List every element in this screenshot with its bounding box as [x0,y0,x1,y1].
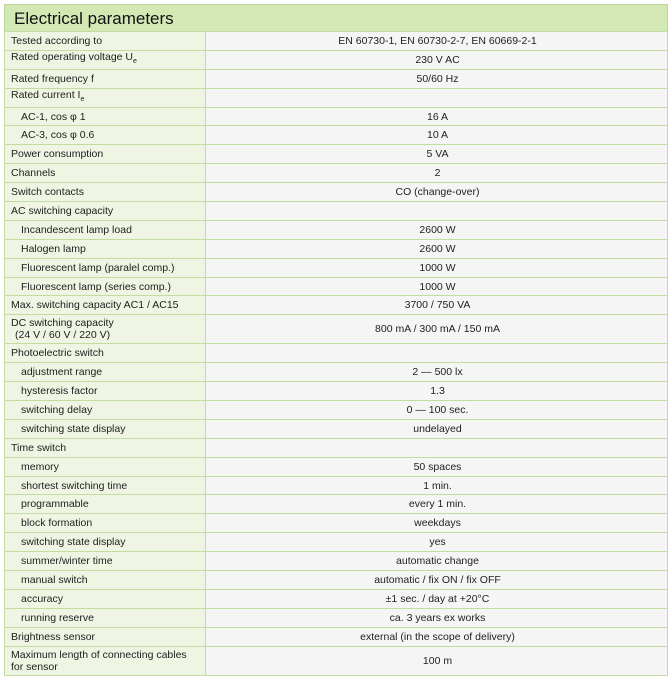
parameter-value: 1 min. [206,476,668,495]
parameter-value: automatic change [206,552,668,571]
table-row [5,164,668,183]
parameter-text: AC-3, cos φ 0.6 [21,129,95,142]
parameter-text: memory [21,460,59,473]
parameter-value: 1000 W [206,277,668,296]
parameter-value: 1.3 [206,382,668,401]
parameter-label [5,50,206,69]
parameter-value: 0 — 100 sec. [206,401,668,420]
parameter-label [5,589,206,608]
parameter-value: 1000 W [206,258,668,277]
parameter-value [206,344,668,363]
parameter-value: weekdays [206,514,668,533]
parameter-value: 230 V AC [206,50,668,69]
parameter-label [5,183,206,202]
table-row [5,202,668,221]
parameter-text: accuracy [21,592,64,605]
parameter-text: programmable [21,498,89,511]
parameter-label [5,126,206,145]
parameter-text: switching state display [21,536,126,549]
parameter-value: 10 A [206,126,668,145]
parameter-label [5,220,206,239]
parameter-text: Incandescent lamp load [21,223,132,236]
table-row [5,363,668,382]
parameter-label [5,401,206,420]
parameter-label [5,315,206,344]
table-row [5,627,668,646]
parameter-value: automatic / fix ON / fix OFF [206,571,668,590]
section-title: Electrical parameters [4,4,668,31]
table-row [5,315,668,344]
parameter-label [5,382,206,401]
parameter-label [5,608,206,627]
parameter-text: Brightness sensor [11,630,96,643]
table-row [5,277,668,296]
parameter-value: yes [206,533,668,552]
table-row [5,107,668,126]
parameter-value: CO (change-over) [206,183,668,202]
parameter-text: Time switch [11,441,67,454]
parameter-text: AC switching capacity [11,204,114,217]
table-row [5,401,668,420]
table-row [5,514,668,533]
parameter-value: 16 A [206,107,668,126]
parameter-label [5,277,206,296]
parameter-text: Halogen lamp [21,242,86,255]
parameter-value: ca. 3 years ex works [206,608,668,627]
parameter-value: EN 60730-1, EN 60730-2-7, EN 60669-2-1 [206,32,668,51]
parameter-text: Tested according to [11,34,103,47]
table-row [5,258,668,277]
table-row [5,382,668,401]
parameter-label [5,646,206,675]
table-row [5,552,668,571]
parameter-value: every 1 min. [206,495,668,514]
table-row [5,646,668,675]
table-row [5,50,668,69]
parameter-text: DC switching capacity [11,317,114,330]
parameter-value [206,438,668,457]
parameter-label [5,419,206,438]
parameter-label [5,296,206,315]
parameter-text: Fluorescent lamp (series comp.) [21,280,171,293]
parameter-label [5,627,206,646]
table-row [5,239,668,258]
table-row [5,69,668,88]
parameter-text: running reserve [21,611,94,624]
parameter-label [5,457,206,476]
parameter-label [5,514,206,533]
table-row [5,457,668,476]
parameter-text: Rated current I [11,89,81,102]
parameter-label [5,344,206,363]
parameter-label [5,363,206,382]
parameter-value: ±1 sec. / day at +20°C [206,589,668,608]
parameter-text: Maximum length of connecting cables [11,648,187,661]
parameter-subscript: e [80,96,85,104]
table-row [5,495,668,514]
parameter-text: Photoelectric switch [11,347,104,360]
parameter-text: Rated operating voltage U [11,51,133,64]
parameter-text: hysteresis factor [21,385,98,398]
parameter-label [5,258,206,277]
parameter-label [5,164,206,183]
table-row [5,88,668,107]
parameter-label [5,476,206,495]
parameter-label [5,495,206,514]
parameter-value: undelayed [206,419,668,438]
table-row [5,32,668,51]
parameter-text: summer/winter time [21,555,113,568]
parameter-text: Fluorescent lamp (paralel comp.) [21,261,175,274]
parameter-value: 2600 W [206,220,668,239]
parameter-text: Power consumption [11,148,104,161]
parameter-value: 800 mA / 300 mA / 150 mA [206,315,668,344]
parameter-text: adjustment range [21,366,103,379]
parameter-label [5,107,206,126]
parameter-value: 50/60 Hz [206,69,668,88]
table-row [5,608,668,627]
parameter-label [5,239,206,258]
table-row [5,571,668,590]
table-row [5,126,668,145]
parameter-text-line2: (24 V / 60 V / 220 V) [15,329,111,342]
parameter-text-line2: for sensor [11,660,58,673]
table-row [5,533,668,552]
parameter-value: 3700 / 750 VA [206,296,668,315]
table-row [5,589,668,608]
parameter-value: external (in the scope of delivery) [206,627,668,646]
parameter-text: switching delay [21,403,93,416]
table-row [5,296,668,315]
parameter-text: Max. switching capacity AC1 / AC15 [11,299,179,312]
table-row [5,419,668,438]
parameters-table [4,31,668,676]
table-row [5,438,668,457]
parameter-value [206,202,668,221]
parameter-label [5,145,206,164]
parameter-text: Rated frequency f [11,72,94,85]
parameter-label [5,571,206,590]
table-row [5,344,668,363]
parameter-label [5,202,206,221]
parameter-text: AC-1, cos φ 1 [21,110,86,123]
parameter-label [5,533,206,552]
table-row [5,220,668,239]
parameter-value: 2600 W [206,239,668,258]
parameter-label [5,88,206,107]
parameter-label [5,69,206,88]
parameter-text: Switch contacts [11,186,84,199]
parameter-subscript: e [133,58,137,66]
parameter-label [5,552,206,571]
parameter-value: 5 VA [206,145,668,164]
parameter-value: 2 — 500 lx [206,363,668,382]
parameter-text: shortest switching time [21,479,128,492]
parameter-value: 100 m [206,646,668,675]
parameter-label [5,32,206,51]
parameter-value [206,88,668,107]
parameter-text: block formation [21,517,93,530]
table-row [5,183,668,202]
parameter-text: switching state display [21,422,126,435]
electrical-parameters-panel [4,4,668,676]
table-row [5,476,668,495]
parameter-label [5,438,206,457]
parameter-value: 50 spaces [206,457,668,476]
parameter-text: Channels [11,167,56,180]
parameter-text: manual switch [21,573,88,586]
table-row [5,145,668,164]
parameter-value: 2 [206,164,668,183]
